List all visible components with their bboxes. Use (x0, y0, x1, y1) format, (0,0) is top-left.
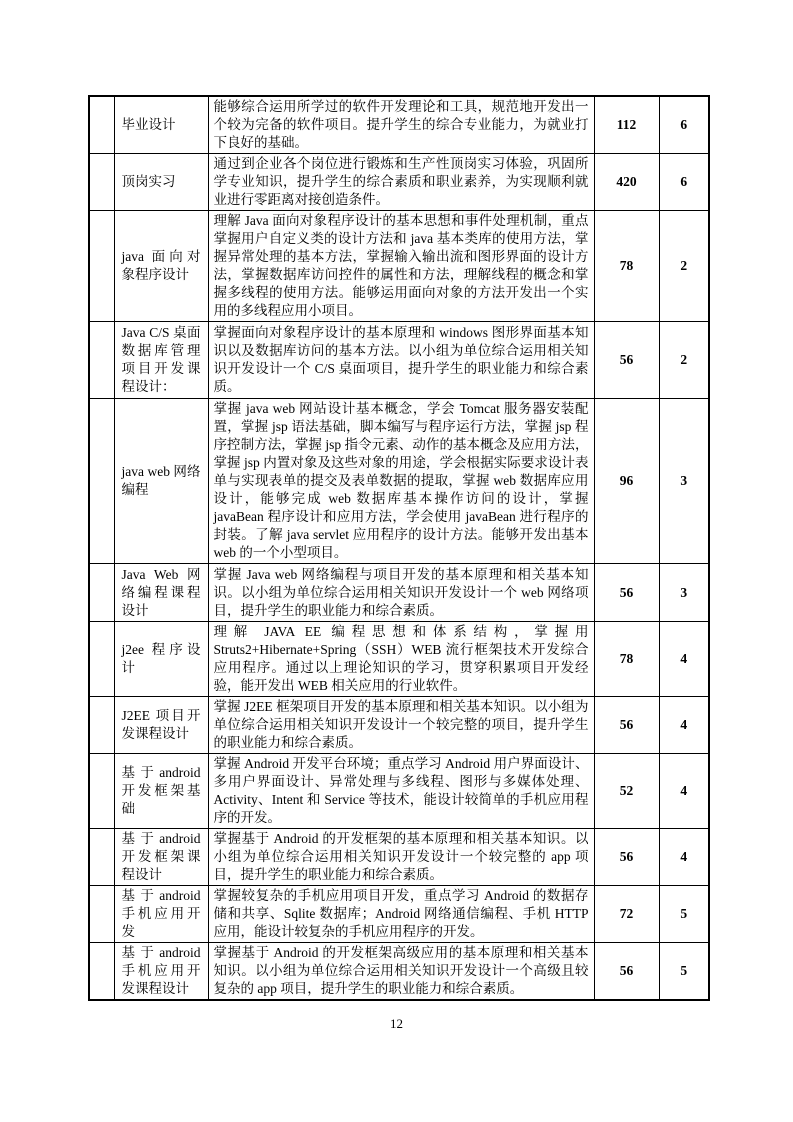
course-hours-cell: 78 (594, 622, 659, 697)
course-hours-cell: 56 (594, 564, 659, 622)
course-hours-cell: 112 (594, 96, 659, 154)
course-description-cell: 掌握 J2EE 框架项目开发的基本原理和相关基本知识。以小组为单位综合运用相关知识开发设计一个较完整的项目，提升学生的职业能力和综合素质。 (208, 697, 594, 754)
course-name-cell: 基于android 开发框架基础 (114, 754, 208, 829)
course-name-cell: J2EE 项目开发课程设计 (114, 697, 208, 754)
course-name-cell: Java C/S 桌面数据库管理项目开发课程设计： (114, 322, 208, 399)
course-description-cell: 掌握基于 Android 的开发框架高级应用的基本原理和相关基本知识。以小组为单位综合运用相关知识开发设计一个高级且较复杂的 app 项目，提升学生的职业能力和综合素质。 (208, 943, 594, 1001)
row-blank-cell (89, 399, 114, 564)
course-description-cell: 掌握 Java web 网络编程与项目开发的基本原理和相关基本知识。以小组为单位综合运用相关知识开发设计一个 web 网络项目，提升学生的职业能力和综合素质。 (208, 564, 594, 622)
course-credits-cell: 4 (659, 754, 709, 829)
table-row (89, 564, 709, 622)
row-blank-cell (89, 96, 114, 154)
course-credits-cell: 3 (659, 399, 709, 564)
row-blank-cell (89, 829, 114, 886)
course-description-cell: 掌握基于 Android 的开发框架的基本原理和相关基本知识。以小组为单位综合运用相关知识开发设计一个较完整的 app 项目，提升学生的职业能力和综合素质。 (208, 829, 594, 886)
course-hours-cell: 72 (594, 886, 659, 943)
course-hours-cell: 56 (594, 322, 659, 399)
table-row (89, 154, 709, 211)
course-description-cell: 掌握面向对象程序设计的基本原理和 windows 图形界面基本知识以及数据库访问的基本方法。以小组为单位综合运用相关知识开发设计一个 C/S 桌面项目，提升学生的职业能力和综合素质。 (208, 322, 594, 399)
course-credits-cell: 4 (659, 697, 709, 754)
table-row (89, 622, 709, 697)
table-row (89, 829, 709, 886)
row-blank-cell (89, 697, 114, 754)
table-row (89, 754, 709, 829)
row-blank-cell (89, 564, 114, 622)
course-credits-cell: 2 (659, 211, 709, 322)
course-description-cell: 能够综合运用所学过的软件开发理论和工具，规范地开发出一个较为完备的软件项目。提升学生的综合专业能力，为就业打下良好的基础。 (208, 96, 594, 154)
course-name-cell: 顶岗实习 (114, 154, 208, 211)
course-description-cell: 掌握 Android 开发平台环境；重点学习 Android 用户界面设计、多用户界面设计、异常处理与多线程、图形与多媒体处理、Activity、Intent 和 Service 等技术，能设计较简单的手机应用程序的开发。 (208, 754, 594, 829)
course-name-cell: 基于android 手机应用开发课程设计 (114, 943, 208, 1001)
course-hours-cell: 56 (594, 829, 659, 886)
course-credits-cell: 4 (659, 622, 709, 697)
table-row (89, 943, 709, 1001)
course-description-cell: 通过到企业各个岗位进行锻炼和生产性顶岗实习体验，巩固所学专业知识，提升学生的综合素质和职业素养，为实现顺利就业进行零距离对接创造条件。 (208, 154, 594, 211)
row-blank-cell (89, 622, 114, 697)
row-blank-cell (89, 943, 114, 1001)
course-name-cell: j2ee 程序设计 (114, 622, 208, 697)
course-credits-cell: 5 (659, 886, 709, 943)
row-blank-cell (89, 154, 114, 211)
row-blank-cell (89, 322, 114, 399)
course-table (88, 95, 710, 1001)
course-name-cell: 毕业设计 (114, 96, 208, 154)
table-row (89, 697, 709, 754)
course-credits-cell: 6 (659, 154, 709, 211)
course-hours-cell: 96 (594, 399, 659, 564)
row-blank-cell (89, 211, 114, 322)
course-name-cell: 基于android 手机应用开发 (114, 886, 208, 943)
course-hours-cell: 420 (594, 154, 659, 211)
row-blank-cell (89, 754, 114, 829)
course-name-cell: 基于android 开发框架课程设计 (114, 829, 208, 886)
table-row (89, 886, 709, 943)
course-name-cell: java web 网络编程 (114, 399, 208, 564)
course-hours-cell: 52 (594, 754, 659, 829)
course-hours-cell: 56 (594, 697, 659, 754)
course-name-cell: Java Web 网络编程课程设计 (114, 564, 208, 622)
table-row (89, 322, 709, 399)
course-credits-cell: 3 (659, 564, 709, 622)
course-description-cell: 掌握 java web 网站设计基本概念，学会 Tomcat 服务器安装配置，掌握 jsp 语法基础，脚本编写与程序运行方法，掌握 jsp 程序控制方法，掌握 jsp 指令元素、动作的基本概念及应用方法，掌握 jsp 内置对象及这些对象的用途，学会根据实际要求设计表单与实现表单的提交及表单数据的提取，掌握 web 数据库应用设计，能够完成 web 数据库基本操作访问的设计，掌握 javaBean 程序设计和应用方法，学会使用 javaBean 进行程序的封装。了解 java servlet 应用程序的设计方法。能够开发出基本 web 的一个小型项目。 (208, 399, 594, 564)
course-hours-cell: 78 (594, 211, 659, 322)
table-row (89, 211, 709, 322)
course-table-body (89, 96, 709, 1000)
table-row (89, 96, 709, 154)
course-description-cell: 理解 Java 面向对象程序设计的基本思想和事件处理机制，重点掌握用户自定义类的设计方法和 java 基本类库的使用方法，掌握异常处理的基本方法，掌握输入输出流和图形界面的设计方法，掌握数据库访问控件的属性和方法，理解线程的概念和掌握多线程的使用方法。能够运用面向对象的方法开发出一个实用的多线程应用小项目。 (208, 211, 594, 322)
course-name-cell: java 面向对象程序设计 (114, 211, 208, 322)
table-row (89, 399, 709, 564)
course-hours-cell: 56 (594, 943, 659, 1001)
row-blank-cell (89, 886, 114, 943)
course-description-cell: 理解 JAVA EE 编程思想和体系结构，掌握用 Struts2+Hibernate+Spring（SSH）WEB 流行框架技术开发综合应用程序。通过以上理论知识的学习，贯穿积累项目开发经验，能开发出 WEB 相关应用的行业软件。 (208, 622, 594, 697)
page-number: 12 (390, 1016, 403, 1031)
course-credits-cell: 2 (659, 322, 709, 399)
course-credits-cell: 6 (659, 96, 709, 154)
course-description-cell: 掌握较复杂的手机应用项目开发，重点学习 Android 的数据存储和共享、Sqlite 数据库；Android 网络通信编程、手机 HTTP 应用，能设计较复杂的手机应用程序的开发。 (208, 886, 594, 943)
course-credits-cell: 5 (659, 943, 709, 1001)
course-credits-cell: 4 (659, 829, 709, 886)
